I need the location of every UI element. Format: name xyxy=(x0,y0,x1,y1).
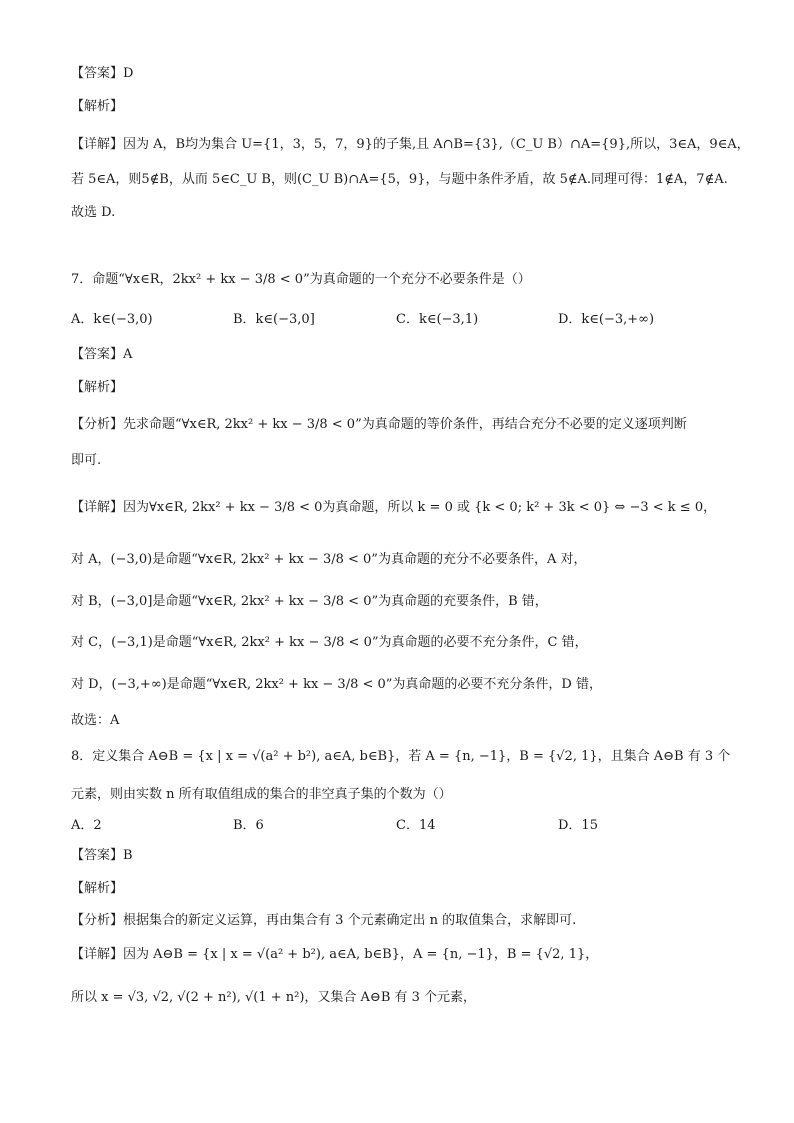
q8-option-d: D．15 xyxy=(558,818,598,833)
q8-option-b: B．6 xyxy=(233,818,264,833)
q7-fenxi-line-1: 【分析】先求命题“∀x∈R, 2kx² + kx − 3/8 < 0”为真命题的等价条件，再结合充分不必要的定义逐项判断 xyxy=(71,417,687,432)
prev-conclusion: 故选 D. xyxy=(71,205,116,220)
q8-fenxi: 【分析】根据集合的新定义运算，再由集合有 3 个元素确定出 n 的取值集合，求解即可. xyxy=(71,913,577,928)
q7-analysis-heading: 【解析】 xyxy=(71,380,124,395)
q7-answer: 【答案】A xyxy=(71,347,133,362)
q8-stem-line-2: 元素，则由实数 n 所有取值组成的集合的非空真子集的个数为（） xyxy=(71,787,452,802)
q8-last-line: 所以 x = √3, √2, √(2 + n²), √(1 + n²)，又集合 A⊖B 有 3 个元素， xyxy=(71,990,477,1005)
q8-detail: 【详解】因为 A⊖B = {x | x = √(a² + b²), a∈A, b∈B}，A = {n, −1}，B = {√2, 1}， xyxy=(71,947,599,962)
prev-analysis-heading: 【解析】 xyxy=(71,99,124,114)
prev-detail-line-1: 【详解】因为 A，B均为集合 U={1，3，5，7，9}的子集,且 A∩B={3},（C_U B）∩A={9},所以，3∈A，9∈A， xyxy=(71,137,750,152)
q8-options xyxy=(71,815,721,837)
q8-stem-line-1: 8．定义集合 A⊖B = {x | x = √(a² + b²), a∈A, b∈B}，若 A = {n, −1}，B = {√2, 1}，且集合 A⊖B 有 3 个 xyxy=(71,749,731,764)
q7-judge-c: 对 C，(−3,1)是命题“∀x∈R, 2kx² + kx − 3/8 < 0”为真命题的必要不充分条件，C 错， xyxy=(71,635,588,650)
q7-conclusion: 故选：A xyxy=(71,713,120,728)
q7-stem: 7．命题“∀x∈R，2kx² + kx − 3/8 < 0”为真命题的一个充分不必要条件是（） xyxy=(71,272,531,287)
q7-option-b: B．k∈(−3,0] xyxy=(233,312,315,327)
q7-detail: 【详解】因为∀x∈R, 2kx² + kx − 3/8 < 0为真命题，所以 k = 0 或 {k < 0; k² + 3k < 0} ⇔ −3 < k ≤ 0， xyxy=(71,500,717,515)
q7-options xyxy=(71,309,721,331)
q7-fenxi-line-2: 即可. xyxy=(71,453,102,468)
q7-judge-a: 对 A，(−3,0)是命题“∀x∈R, 2kx² + kx − 3/8 < 0”为真命题的充分不必要条件，A 对， xyxy=(71,552,587,567)
q7-judge-d: 对 D，(−3,+∞)是命题“∀x∈R, 2kx² + kx − 3/8 < 0”为真命题的必要不充分条件，D 错， xyxy=(71,677,602,692)
prev-detail-line-2: 若 5∈A，则5∉B，从而 5∈C_U B，则(C_U B)∩A={5，9}，与题中条件矛盾，故 5∉A.同理可得：1∉A，7∉A. xyxy=(71,172,728,187)
q7-option-c: C．k∈(−3,1) xyxy=(396,312,479,327)
q7-option-a: A．k∈(−3,0) xyxy=(71,312,153,327)
prev-answer: 【答案】D xyxy=(71,66,134,81)
q7-option-d: D．k∈(−3,+∞) xyxy=(558,312,655,327)
q7-judge-b: 对 B，(−3,0]是命题“∀x∈R, 2kx² + kx − 3/8 < 0”为真命题的充要条件，B 错， xyxy=(71,594,548,609)
q8-analysis-heading: 【解析】 xyxy=(71,881,124,896)
q8-answer: 【答案】B xyxy=(71,848,133,863)
q8-option-a: A．2 xyxy=(71,818,102,833)
q8-option-c: C．14 xyxy=(396,818,436,833)
